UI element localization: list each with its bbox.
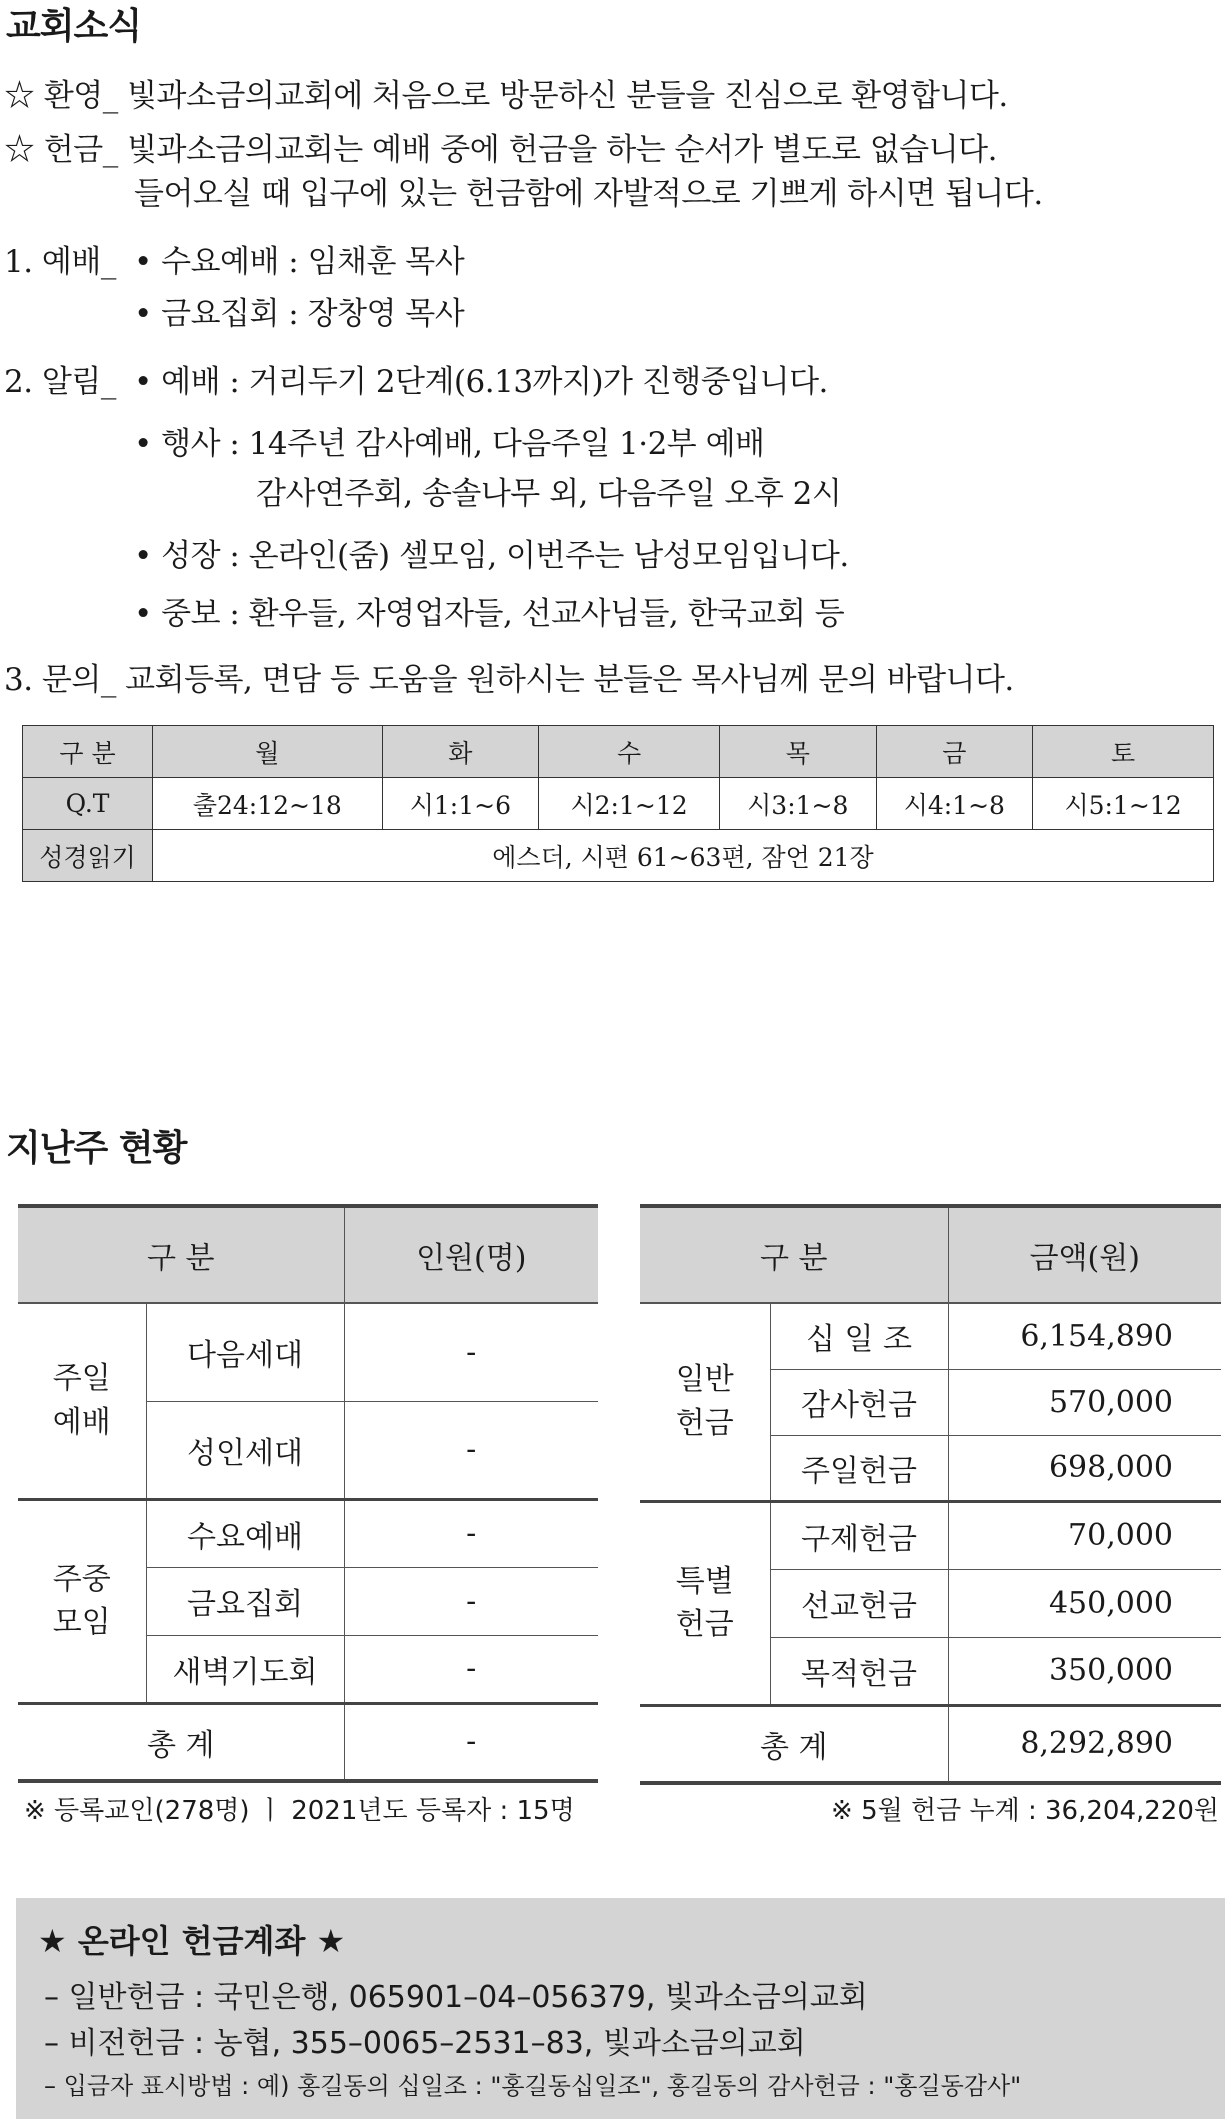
section-title-news: 교회소식 [6, 6, 142, 47]
attendance-total-label: 총 계 [18, 1703, 344, 1781]
notice-item-4: • 중보 : 환우들, 자영업자들, 선교사님들, 한국교회 등 [134, 596, 845, 632]
attendance-header-category: 구 분 [18, 1206, 344, 1303]
qt-cell: 출24:12~18 [153, 778, 383, 830]
online-offering-title: ★ 온라인 헌금계좌 ★ [38, 1922, 346, 1960]
bible-reading-label: 성경읽기 [23, 830, 153, 882]
general-offering-account: – 일반헌금 : 국민은행, 065901–04–056379, 빛과소금의교회 [44, 1980, 868, 2015]
offering-row-label: 십 일 조 [770, 1303, 948, 1369]
worship-item-1: • 수요예배 : 임채훈 목사 [134, 244, 465, 280]
offering-line-1: ☆ 헌금_ 빛과소금의교회는 예배 중에 헌금을 하는 순서가 별도로 없습니다. [4, 132, 997, 168]
attendance-row-label: 성인세대 [146, 1401, 344, 1499]
qt-row [23, 778, 1214, 830]
worship-item-2: • 금요집회 : 장창영 목사 [134, 296, 465, 332]
qt-header-row [23, 726, 1214, 778]
inquiry-line: 3. 문의_ 교회등록, 면담 등 도움을 원하시는 분들은 목사님께 문의 바랍니다. [4, 662, 1014, 698]
offering-total-value: 8,292,890 [948, 1705, 1221, 1783]
vision-offering-account: – 비전헌금 : 농협, 355–0065–2531–83, 빛과소금의교회 [44, 2026, 806, 2061]
welcome-line: ☆ 환영_ 빛과소금의교회에 처음으로 방문하신 분들을 진심으로 환영합니다. [4, 78, 1008, 114]
offering-group-special: 특별 헌금 [640, 1501, 770, 1705]
qt-header-cell: 월 [153, 726, 383, 778]
qt-cell: 시1:1~6 [382, 778, 539, 830]
offering-row-value: 70,000 [948, 1501, 1221, 1569]
notice-item-2b: 감사연주회, 송솔나무 외, 다음주일 오후 2시 [256, 476, 842, 512]
qt-header-cell: 수 [539, 726, 720, 778]
offering-row-label: 선교헌금 [770, 1569, 948, 1637]
qt-header-cell: 구 분 [23, 726, 153, 778]
offering-row-label: 구제헌금 [770, 1501, 948, 1569]
worship-label: 1. 예배_ [4, 244, 116, 280]
offering-line-2: 들어오실 때 입구에 있는 헌금함에 자발적으로 기쁘게 하시면 됩니다. [134, 176, 1043, 212]
offering-row-value: 698,000 [948, 1435, 1221, 1501]
attendance-row-value: - [344, 1635, 598, 1703]
attendance-row-label: 새벽기도회 [146, 1635, 344, 1703]
qt-header-cell: 화 [382, 726, 539, 778]
attendance-table [18, 1204, 598, 1783]
offering-table [640, 1204, 1221, 1785]
bible-reading-row [23, 830, 1214, 882]
online-offering-box [16, 1898, 1225, 2119]
attendance-group-sunday: 주일 예배 [18, 1303, 146, 1499]
attendance-row-value: - [344, 1499, 598, 1567]
attendance-total-value: - [344, 1703, 598, 1781]
offering-row-label: 주일헌금 [770, 1435, 948, 1501]
attendance-row-label: 수요예배 [146, 1499, 344, 1567]
offering-group-general: 일반 헌금 [640, 1303, 770, 1501]
offering-row-value: 350,000 [948, 1637, 1221, 1705]
depositor-name-guide: – 입금자 표시방법 : 예) 홍길동의 십일조 : "홍길동십일조", 홍길동의 감사헌금 : "홍길동감사" [44, 2072, 1022, 2100]
notice-item-1: • 예배 : 거리두기 2단계(6.13까지)가 진행중입니다. [134, 364, 828, 400]
attendance-row-label: 금요집회 [146, 1567, 344, 1635]
offering-total-label: 총 계 [640, 1705, 948, 1783]
qt-label: Q.T [23, 778, 153, 830]
offering-row-label: 목적헌금 [770, 1637, 948, 1705]
offering-row-label: 감사헌금 [770, 1369, 948, 1435]
notice-item-3: • 성장 : 온라인(줌) 셀모임, 이번주는 남성모임입니다. [134, 538, 849, 574]
qt-cell: 시2:1~12 [539, 778, 720, 830]
notice-item-2a: • 행사 : 14주년 감사예배, 다음주일 1·2부 예배 [134, 426, 765, 462]
attendance-group-weekday: 주중 모임 [18, 1499, 146, 1703]
qt-cell: 시5:1~12 [1033, 778, 1214, 830]
offering-row-value: 6,154,890 [948, 1303, 1221, 1369]
bible-reading-value: 에스더, 시편 61~63편, 잠언 21장 [153, 830, 1214, 882]
qt-cell: 시3:1~8 [720, 778, 877, 830]
offering-row-value: 570,000 [948, 1369, 1221, 1435]
offering-header-category: 구 분 [640, 1206, 948, 1303]
offering-header-value: 금액(원) [948, 1206, 1221, 1303]
attendance-header-value: 인원(명) [344, 1206, 598, 1303]
qt-header-cell: 목 [720, 726, 877, 778]
qt-table [22, 725, 1214, 882]
monthly-offering-note: ※ 5월 헌금 누계 : 36,204,220원 [831, 1796, 1219, 1826]
attendance-row-value: - [344, 1567, 598, 1635]
qt-header-cell: 금 [876, 726, 1033, 778]
attendance-row-label: 다음세대 [146, 1303, 344, 1401]
qt-header-cell: 토 [1033, 726, 1214, 778]
notice-label: 2. 알림_ [4, 364, 116, 400]
attendance-row-value: - [344, 1303, 598, 1401]
qt-cell: 시4:1~8 [876, 778, 1033, 830]
registered-members-note: ※ 등록교인(278명) ㅣ 2021년도 등록자 : 15명 [24, 1796, 575, 1826]
attendance-row-value: - [344, 1401, 598, 1499]
offering-row-value: 450,000 [948, 1569, 1221, 1637]
section-title-stats: 지난주 현황 [6, 1128, 187, 1169]
